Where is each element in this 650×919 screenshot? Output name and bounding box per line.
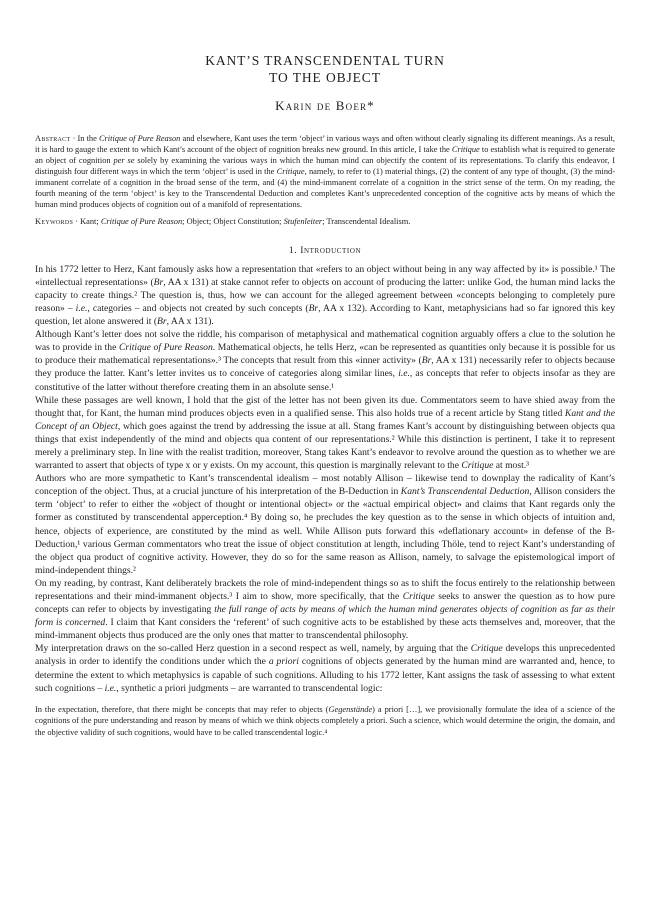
italic-run: the full range of acts by means of which the human mind generates objects of cognition as far as their form is concerned <box>35 604 615 629</box>
italic-run: Br <box>157 316 167 328</box>
keywords-separator: · <box>73 216 81 226</box>
italic-run: Kant and the Concept of an Object <box>35 407 615 432</box>
author-name <box>35 98 615 114</box>
article-title <box>35 52 615 86</box>
abstract-text: In the Critique of Pure Reason and elsewhere, Kant uses the term ‘object’ in various ways and often without clearly signaling its different meanings. As a result, it is hard to gauge the extent to which Kant’s account of the object of cognition breaks new ground. In this article, I take the Critique to establish what is required to generate an object of cognition per se solely by examining the various ways in which the human mind can objectify the content of its representations. To clarify this endeavor, I distinguish four different ways in which the term ‘object’ is used in the Critique, namely, to refer to (1) material things, (2) the content of any type of thought, (3) the mind-immanent correlate of a cognition in the broad sense of the term, and (4) the mind-immanent correlate of a cognition in the strict sense of the term. On my reading, the fourth meaning of the term ‘object’ is key to the Transcendental Deduction and completes Kant’s unprecedented conception of the cognitive acts by means of which the human mind produces objects of cognition out of a manifold of representations. <box>35 134 616 209</box>
author-footnote-mark: * <box>367 98 375 113</box>
italic-run: Gegenstände <box>328 704 373 714</box>
block-quote: In the expectation, therefore, that there might be concepts that may refer to objects (Gegenstände) a priori […], we provisionally formulate the idea of a science of the cognitions of the pure understanding and reason by means of which we think objects completely a priori. Such a science, which would determine the origin, the domain, and the objective validity of such cognitions, would have to be called transcendental logic.⁴ <box>35 704 615 737</box>
article-page <box>35 52 615 738</box>
italic-run: per se <box>113 155 135 165</box>
italic-run: Kant’s Transcendental Deduction <box>400 486 530 498</box>
paragraph: While these passages are well known, I hold that the gist of the letter has not been given its due. Commentators seem to have shied away from the thought that, for Kant, the human mind produces objects even in a qualified sense. This also holds true of a recent article by Stang titled Kant and the Concept of an Object, which goes against the trend by addressing the issue at all. Stang frames Kant’s account by distinguishing between objects qua things that exist independently of the mind and objects qua content of our representations.² While this distinction is pertinent, I take it to represent merely a preliminary step. In line with the realist tradition, moreover, Stang takes Kant’s endeavor to revolve around the question as to whether we are warranted to assert that objects of type x or y exists. On my account, this question is marginally relevant to the Critique at most.³ <box>35 394 615 472</box>
paragraph: In his 1772 letter to Herz, Kant famously asks how a representation that «refers to an object without being in any way affected by it» is possible.¹ The «intellectual representations» (Br, AA x 131) at stake cannot refer to objects on account of producing the latter: unlike God, the human mind lacks the capacity to create things.² The question is, thus, how we can account for the alleged agreement between «concepts belonging to completely pure reason» – i.e., categories – and objects not created by such concepts (Br, AA x 132). According to Kant, metaphysicians had so far ignored this key question, let alone answered it (Br, AA x 131). <box>35 263 615 328</box>
title-line-2: TO THE OBJECT <box>269 70 381 85</box>
keywords <box>35 216 615 227</box>
italic-run: Br <box>421 355 432 367</box>
italic-run: Br <box>308 302 319 314</box>
abstract-separator: · <box>70 134 78 143</box>
title-line-1: KANT’S TRANSCENDENTAL TURN <box>205 53 445 68</box>
paragraph: Although Kant’s letter does not solve the riddle, his comparison of metaphysical and mathematical cognition arguably offers a clue to the solution he was to provide in the Critique of Pure Reason. Mathematical objects, he tells Herz, «can be represented as quantities only because it is possible for us to produce their mathematical representations».³ The concepts that result from this «inner activity» (Br, AA x 131) necessarily refer to objects because they produce the latter. Kant’s letter invites us to conceive of categories along similar lines, i.e., as concepts that refer to objects insofar as they are constitutive of the latter without therefore creating them in an absolute sense.¹ <box>35 329 615 393</box>
italic-run: Critique of Pure Reason <box>118 342 213 354</box>
abstract <box>35 134 615 211</box>
keywords-text: Kant; Critique of Pure Reason; Object; Object Constitution; Stufenleiter; Transcendental Idealism. <box>80 216 411 226</box>
italic-run: Stufenleiter <box>283 216 323 226</box>
paragraph: On my reading, by contrast, Kant deliberately brackets the role of mind-independent things so as to shift the focus entirely to the relationship between representations and their mind-immanent objects.³ I aim to show, more specifically, that the Critique seeks to answer the question as to how pure concepts can refer to objects by investigating the full range of acts by means of which the human mind generates objects of cognition as far as their form is concerned. I claim that Kant considers the ‘referent’ of such cognitive acts to be established by these acts themselves and, moreover, that the mind-immanent objects thus produced are the only ones that matter to transcendental philosophy. <box>35 577 615 642</box>
italic-run: i.e. <box>75 302 88 314</box>
italic-run: i.e. <box>104 682 117 694</box>
italic-run: Critique of Pure Reason <box>98 134 181 143</box>
italic-run: Critique of Pure Reason <box>100 216 183 226</box>
italic-run: Br <box>153 276 164 288</box>
section-heading: 1. Introduction <box>288 244 362 256</box>
paragraph: My interpretation draws on the so-called Herz question in a second respect as well, namely, by arguing that the Critique develops this unprecedented analysis in order to identify the conditions under which the a priori cognitions of objects generated by the human mind are warranted and, hence, to determine the extent to which metaphysics is capable of such cognitions. Alluding to his 1772 letter, Kant assigns the task of assessing to what extent such cognitions – i.e., synthetic a priori judgments – are warranted to transcendental logic: <box>35 643 615 694</box>
italic-run: Critique <box>461 460 494 472</box>
italic-run: a priori <box>268 656 299 668</box>
italic-run: Critique <box>402 591 435 603</box>
italic-run: i.e. <box>398 368 410 380</box>
keywords-label: Keywords <box>35 216 74 226</box>
paragraph: Authors who are more sympathetic to Kant’s transcendental idealism – most notably Allison – likewise tend to downplay the radicality of Kant’s conception of the object. Thus, at a crucial juncture of his interpretation of the B-Deduction in Kant’s Transcendental Deduction, Allison considers the term ‘object’ to refer to either the «object of thought or intentional object» or the «actual empirical object» and claims that Kant regards only the former as constituted by transcendental apperception.⁴ By doing so, he precludes the key question as to the sense in which objects of intuition and, hence, objects of experience, are constituted by the mind as well. While Allison puts forward this «deflationary account» in defense of the B-Deduction,¹ various German commentators who treat the issue of object constitution at length, including Thöle, tend to reject Kant’s understanding of the object qua product of cognitive activity. However, they do so for the same reason as Allison, namely, to salvage the epistemological import of mind-independent things.² <box>35 473 615 576</box>
italic-run: Critique <box>470 643 503 655</box>
italic-run: Critique <box>276 166 305 176</box>
abstract-label: Abstract <box>35 134 71 143</box>
body-text <box>35 263 615 695</box>
author-text: Karin de Boer <box>275 98 368 113</box>
italic-run: Critique <box>451 144 480 154</box>
